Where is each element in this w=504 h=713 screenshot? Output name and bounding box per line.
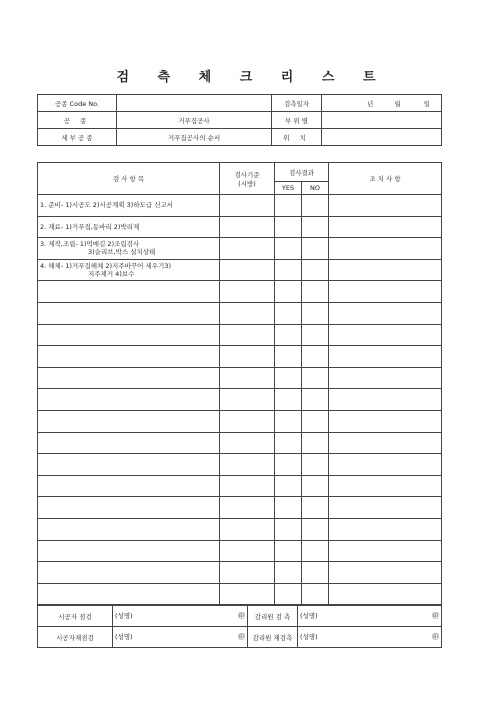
col-criteria-sub: (시방) — [238, 179, 256, 188]
action-cell[interactable] — [329, 583, 442, 605]
table-row — [38, 497, 442, 519]
col-criteria-header — [220, 163, 275, 195]
criteria-cell[interactable] — [220, 540, 275, 562]
yes-cell[interactable] — [275, 302, 302, 324]
work-label: 공 종 — [38, 112, 117, 129]
no-cell[interactable] — [302, 454, 329, 476]
col-item-header: 검 사 항 목 — [38, 163, 220, 195]
action-cell[interactable] — [329, 259, 442, 281]
action-cell[interactable] — [329, 562, 442, 584]
supervisor-reinspect-signature[interactable] — [298, 627, 442, 648]
table-row — [38, 195, 442, 217]
criteria-cell[interactable] — [220, 238, 275, 260]
stamp-icon: ㊞ — [432, 633, 439, 641]
no-cell[interactable] — [302, 281, 329, 303]
no-cell[interactable] — [302, 497, 329, 519]
constructor-check-signature[interactable] — [113, 606, 248, 627]
criteria-cell[interactable] — [220, 346, 275, 368]
checklist-item — [38, 518, 220, 540]
no-cell[interactable] — [302, 562, 329, 584]
yes-cell[interactable] — [275, 216, 302, 238]
table-row — [38, 216, 442, 238]
no-cell[interactable] — [302, 216, 329, 238]
action-cell[interactable] — [329, 195, 442, 217]
signature-table — [37, 605, 442, 648]
checklist-item: 1. 준비- 1)시공도 2)시공계획 3)하도급 신고서 — [38, 195, 220, 217]
stamp-icon: ㊞ — [432, 612, 439, 620]
checklist-rows — [38, 195, 442, 605]
action-cell[interactable] — [329, 216, 442, 238]
checklist-item — [38, 583, 220, 605]
date-year: 년 — [367, 99, 374, 108]
criteria-cell[interactable] — [220, 432, 275, 454]
checklist-item: 4. 해체- 1)거푸집해체 2)지주바꾸어 세우기3) 지주제거 4)보수 — [38, 259, 220, 281]
checklist-item — [38, 367, 220, 389]
checklist-item — [38, 389, 220, 411]
action-cell[interactable] — [329, 432, 442, 454]
table-row — [38, 518, 442, 540]
yes-cell[interactable] — [275, 367, 302, 389]
location-value[interactable] — [322, 129, 442, 146]
table-row — [38, 259, 442, 281]
criteria-cell[interactable] — [220, 475, 275, 497]
detail-label: 세 부 공 종 — [38, 129, 117, 146]
criteria-cell[interactable] — [220, 216, 275, 238]
yes-cell[interactable] — [275, 281, 302, 303]
col-criteria-label: 검사기준 — [234, 170, 260, 179]
no-cell[interactable] — [302, 410, 329, 432]
no-cell[interactable] — [302, 583, 329, 605]
stamp-icon: ㊞ — [238, 633, 245, 641]
col-result-header: 검사결과 — [275, 163, 329, 182]
col-yes-header: YES — [275, 182, 302, 195]
code-label: 공종 Code No. — [38, 95, 117, 112]
table-row — [38, 367, 442, 389]
no-cell[interactable] — [302, 346, 329, 368]
table-row — [38, 583, 442, 605]
criteria-cell[interactable] — [220, 497, 275, 519]
code-value[interactable] — [117, 95, 272, 112]
table-row — [38, 562, 442, 584]
checklist-item — [38, 562, 220, 584]
yes-cell[interactable] — [275, 259, 302, 281]
action-cell[interactable] — [329, 518, 442, 540]
yes-cell[interactable] — [275, 540, 302, 562]
work-value[interactable]: 거푸집공사 — [117, 112, 272, 129]
signature-label: (성명) — [115, 612, 133, 620]
col-action-header: 조 치 사 항 — [329, 163, 442, 195]
no-cell[interactable] — [302, 324, 329, 346]
yes-cell[interactable] — [275, 389, 302, 411]
action-cell[interactable] — [329, 410, 442, 432]
yes-cell[interactable] — [275, 432, 302, 454]
no-cell[interactable] — [302, 259, 329, 281]
checklist-item — [38, 346, 220, 368]
action-cell[interactable] — [329, 238, 442, 260]
checklist-item — [38, 454, 220, 476]
yes-cell[interactable] — [275, 583, 302, 605]
no-cell[interactable] — [302, 367, 329, 389]
yes-cell[interactable] — [275, 195, 302, 217]
no-cell[interactable] — [302, 475, 329, 497]
no-cell[interactable] — [302, 195, 329, 217]
checklist-item: 3. 제작,조립- 1)먹매김 2)조립검사 3)슬리브,박스 설치상태 — [38, 238, 220, 260]
no-cell[interactable] — [302, 302, 329, 324]
supervisor-inspect-label: 감리원 검 측 — [248, 606, 298, 627]
date-value[interactable] — [322, 95, 442, 112]
table-row — [38, 324, 442, 346]
action-cell[interactable] — [329, 454, 442, 476]
location-label: 위 치 — [272, 129, 322, 146]
yes-cell[interactable] — [275, 562, 302, 584]
checklist-item — [38, 432, 220, 454]
action-cell[interactable] — [329, 302, 442, 324]
criteria-cell[interactable] — [220, 389, 275, 411]
col-no-header: NO — [302, 182, 329, 195]
table-row — [38, 432, 442, 454]
yes-cell[interactable] — [275, 324, 302, 346]
table-row — [38, 281, 442, 303]
no-cell[interactable] — [302, 389, 329, 411]
criteria-cell[interactable] — [220, 367, 275, 389]
criteria-cell[interactable] — [220, 281, 275, 303]
yes-cell[interactable] — [275, 497, 302, 519]
table-row — [38, 475, 442, 497]
date-label: 검측일자 — [272, 95, 322, 112]
date-month: 월 — [394, 99, 401, 108]
yes-cell[interactable] — [275, 518, 302, 540]
detail-value[interactable]: 거푸집공사의 순서 — [117, 129, 272, 146]
table-row — [38, 389, 442, 411]
info-table — [37, 94, 442, 146]
table-row — [38, 410, 442, 432]
action-cell[interactable] — [329, 497, 442, 519]
page-title: 검 측 체 크 리 스 트 — [116, 70, 388, 85]
checklist-item — [38, 475, 220, 497]
signature-label: (성명) — [300, 633, 318, 641]
supervisor-reinspect-label: 감리원 재검측 — [248, 627, 298, 648]
table-row — [38, 238, 442, 260]
checklist-table — [37, 162, 442, 605]
stamp-icon: ㊞ — [238, 612, 245, 620]
yes-cell[interactable] — [275, 238, 302, 260]
checklist-item — [38, 324, 220, 346]
signature-label: (성명) — [115, 633, 133, 641]
part-label: 부 위 별 — [272, 112, 322, 129]
checklist-item — [38, 281, 220, 303]
criteria-cell[interactable] — [220, 195, 275, 217]
criteria-cell[interactable] — [220, 410, 275, 432]
yes-cell[interactable] — [275, 410, 302, 432]
criteria-cell[interactable] — [220, 259, 275, 281]
action-cell[interactable] — [329, 475, 442, 497]
table-row — [38, 346, 442, 368]
action-cell[interactable] — [329, 367, 442, 389]
action-cell[interactable] — [329, 540, 442, 562]
table-row — [38, 540, 442, 562]
action-cell[interactable] — [329, 281, 442, 303]
action-cell[interactable] — [329, 346, 442, 368]
criteria-cell[interactable] — [220, 302, 275, 324]
signature-label: (성명) — [300, 612, 318, 620]
part-value[interactable] — [322, 112, 442, 129]
constructor-reinspect-label: 시공자재점검 — [38, 627, 113, 648]
no-cell[interactable] — [302, 432, 329, 454]
no-cell[interactable] — [302, 238, 329, 260]
action-cell[interactable] — [329, 389, 442, 411]
constructor-reinspect-signature[interactable] — [113, 627, 248, 648]
criteria-cell[interactable] — [220, 454, 275, 476]
criteria-cell[interactable] — [220, 518, 275, 540]
date-day: 일 — [423, 99, 430, 108]
checklist-item — [38, 497, 220, 519]
no-cell[interactable] — [302, 518, 329, 540]
table-row — [38, 302, 442, 324]
supervisor-inspect-signature[interactable] — [298, 606, 442, 627]
constructor-check-label: 시공자 점검 — [38, 606, 113, 627]
criteria-cell[interactable] — [220, 324, 275, 346]
table-row — [38, 454, 442, 476]
checklist-item — [38, 302, 220, 324]
criteria-cell[interactable] — [220, 562, 275, 584]
yes-cell[interactable] — [275, 475, 302, 497]
no-cell[interactable] — [302, 540, 329, 562]
yes-cell[interactable] — [275, 346, 302, 368]
yes-cell[interactable] — [275, 454, 302, 476]
checklist-item — [38, 540, 220, 562]
criteria-cell[interactable] — [220, 583, 275, 605]
action-cell[interactable] — [329, 324, 442, 346]
checklist-item: 2. 재료- 1)거푸집,동바리 2)박리제 — [38, 216, 220, 238]
checklist-item — [38, 410, 220, 432]
